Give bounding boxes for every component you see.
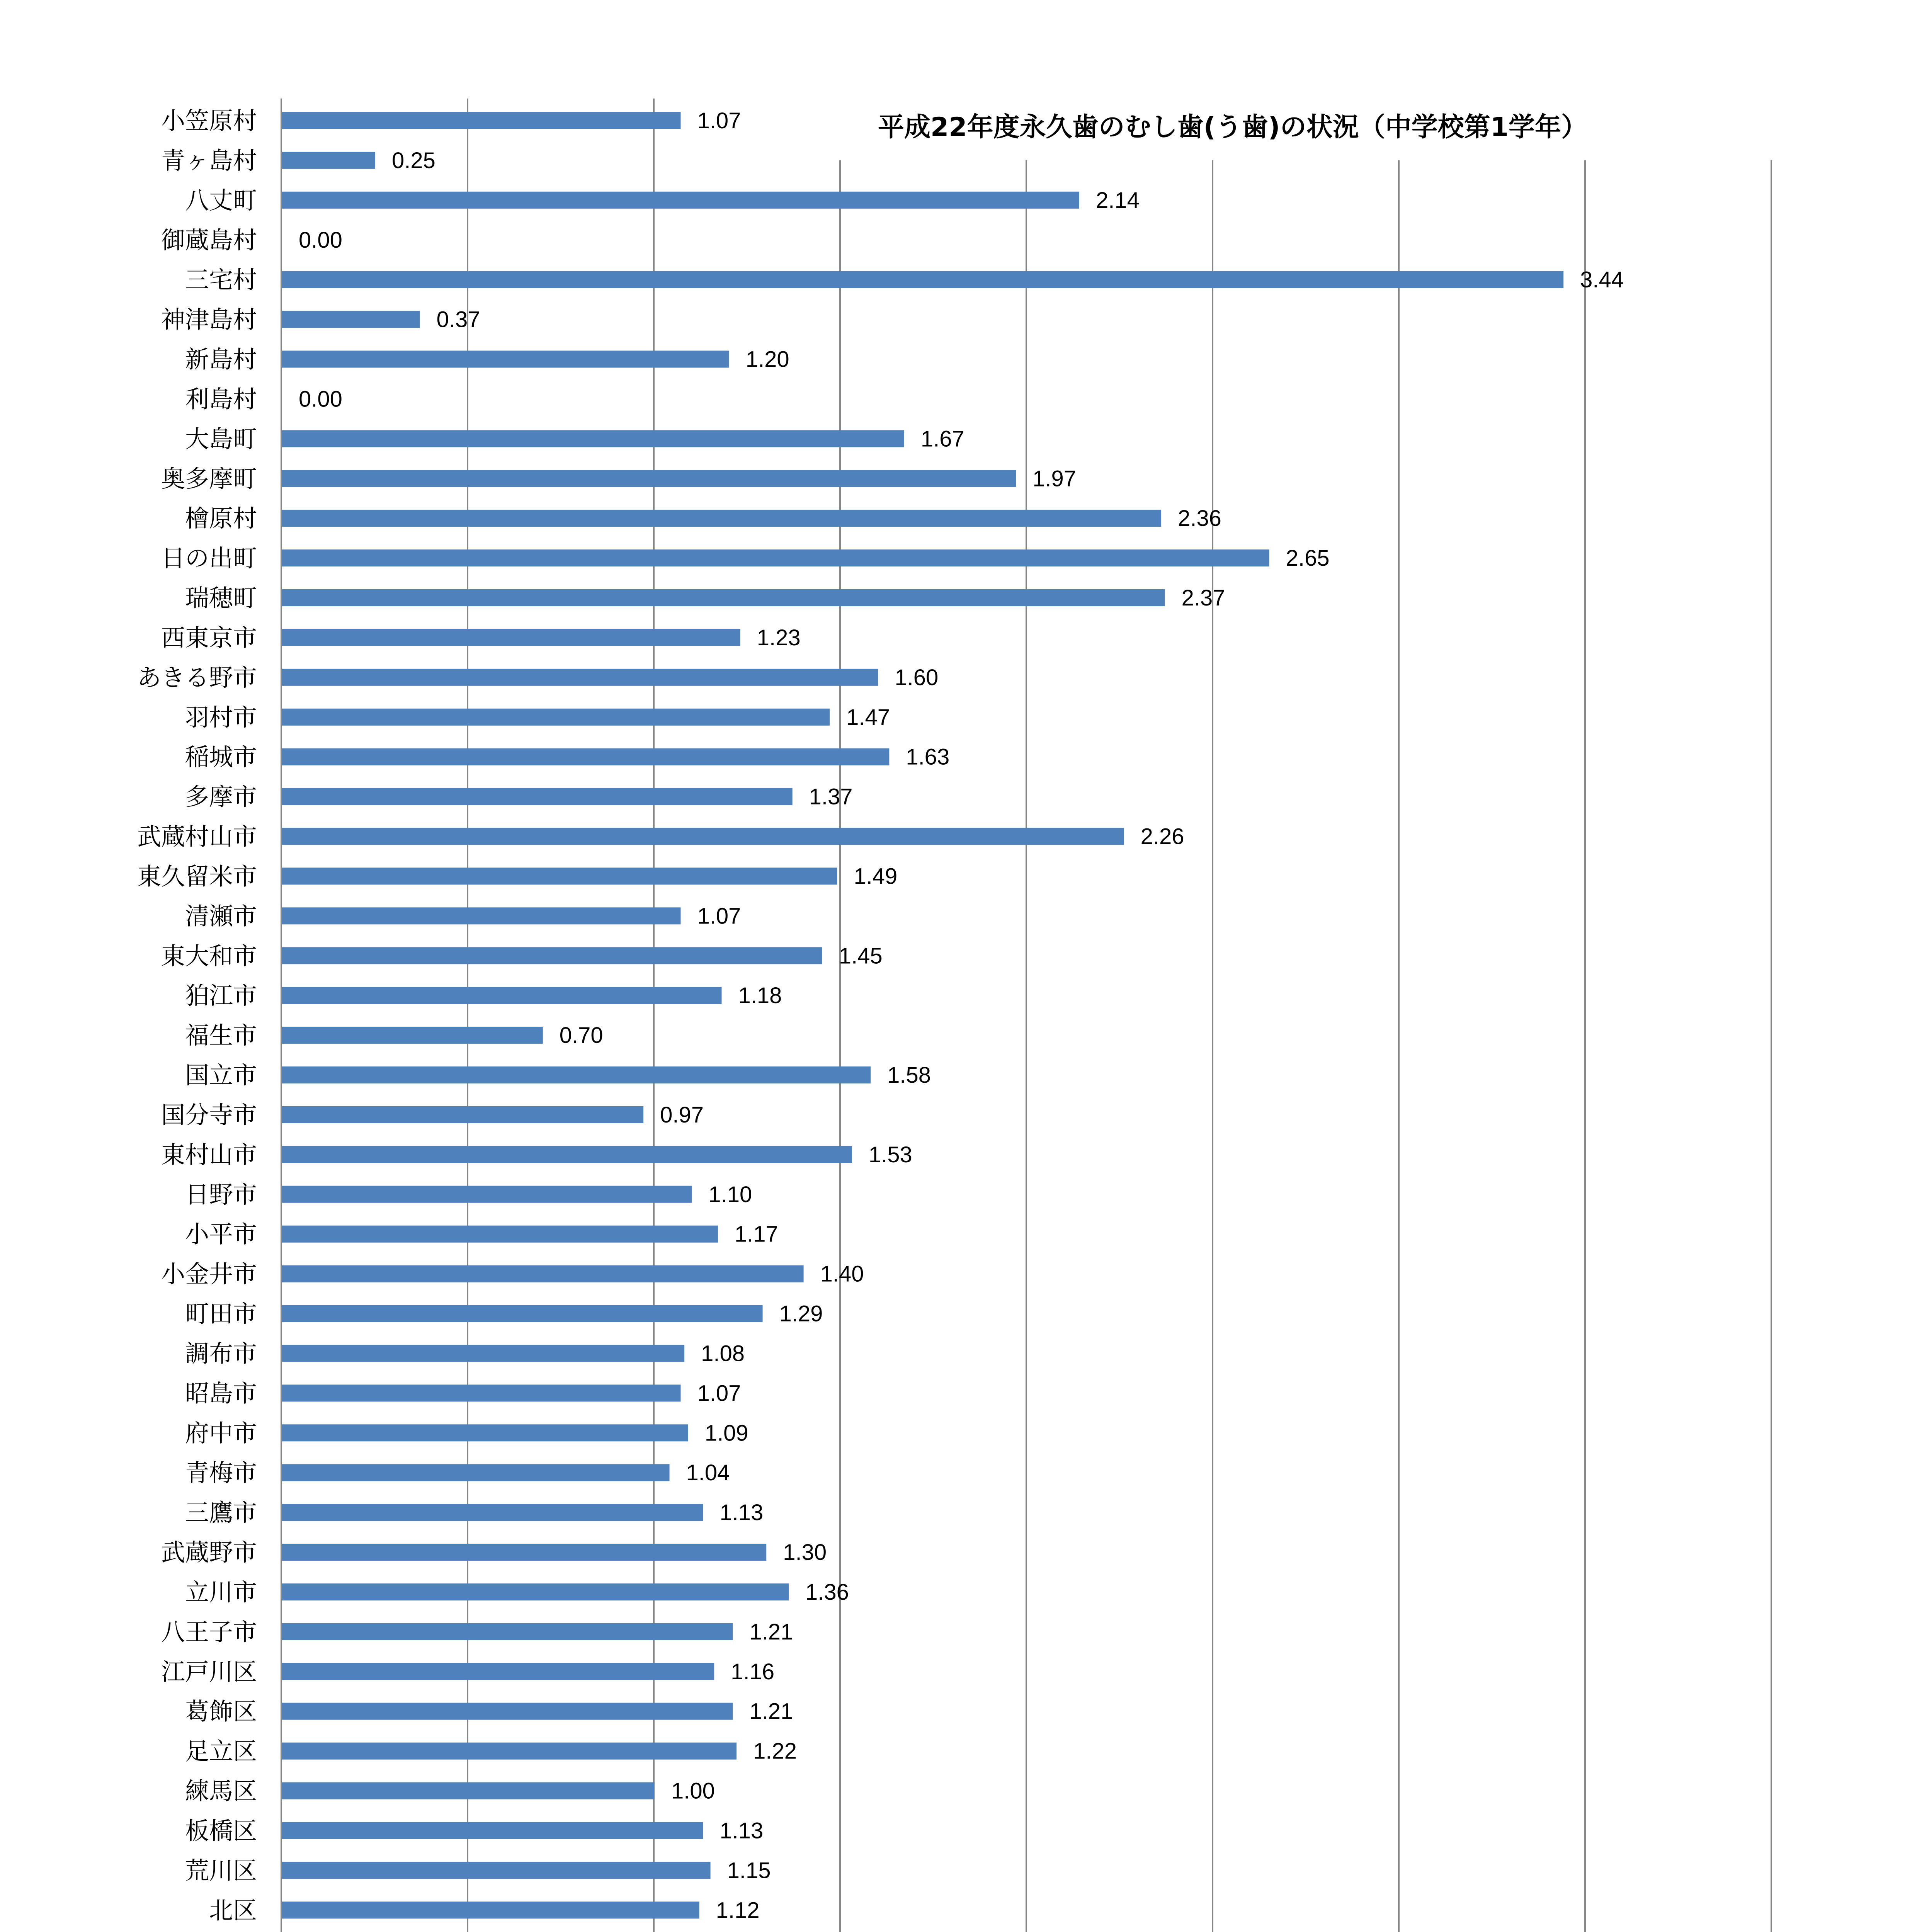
bar	[282, 1743, 737, 1760]
value-label: 1.00	[671, 1778, 715, 1804]
value-label: 0.25	[392, 148, 435, 173]
value-label: 1.58	[887, 1063, 931, 1088]
bar	[282, 1544, 766, 1561]
category-label: 町田市	[185, 1299, 257, 1328]
bar	[282, 430, 904, 447]
bar	[282, 311, 420, 328]
value-label: 1.49	[854, 864, 898, 889]
value-label: 1.18	[738, 983, 782, 1009]
value-label: 1.10	[708, 1182, 752, 1207]
value-label: 1.16	[731, 1659, 775, 1684]
category-label: 八丈町	[185, 186, 257, 214]
bar	[282, 1226, 718, 1243]
category-label: 足立区	[185, 1737, 257, 1765]
value-label: 1.40	[820, 1261, 864, 1287]
category-label: 大島町	[185, 425, 257, 453]
category-label: 奥多摩町	[161, 464, 257, 493]
bar	[282, 510, 1161, 527]
bar	[282, 828, 1124, 845]
bar	[282, 947, 822, 964]
category-label: 国立市	[185, 1061, 257, 1090]
category-label: 昭島市	[185, 1379, 257, 1408]
category-label: 日野市	[185, 1180, 257, 1209]
bar	[282, 788, 793, 805]
bar	[282, 1146, 852, 1163]
value-label: 2.26	[1140, 824, 1184, 849]
value-label: 0.97	[660, 1102, 704, 1128]
bar	[282, 1504, 703, 1521]
category-label: 多摩市	[185, 782, 257, 811]
bar	[282, 1186, 692, 1203]
value-label: 1.13	[720, 1500, 764, 1526]
bar	[282, 907, 680, 924]
category-label: 利島村	[185, 385, 257, 413]
bar	[282, 1106, 643, 1123]
value-label: 2.14	[1095, 187, 1140, 213]
category-label: 東大和市	[161, 942, 257, 970]
bar	[282, 1862, 711, 1879]
value-label: 1.04	[686, 1460, 730, 1486]
value-label: 2.36	[1178, 506, 1221, 531]
value-label: 0.70	[559, 1023, 603, 1048]
value-label: 1.09	[704, 1420, 748, 1446]
category-label: 江戸川区	[161, 1657, 257, 1686]
category-label: 北区	[209, 1896, 257, 1925]
value-label: 0.00	[299, 227, 342, 253]
category-label: 羽村市	[185, 703, 257, 731]
bar	[282, 1424, 688, 1441]
category-label: 小平市	[185, 1220, 257, 1248]
bar	[282, 669, 878, 686]
category-label: 葛飾区	[185, 1697, 257, 1726]
category-label: あきる野市	[137, 663, 257, 692]
value-label: 1.22	[753, 1738, 797, 1764]
category-label: 八王子市	[161, 1617, 257, 1646]
value-label: 0.37	[436, 307, 480, 332]
value-label: 1.15	[727, 1858, 771, 1883]
value-label: 1.97	[1032, 466, 1076, 492]
bar	[282, 867, 837, 884]
category-label: 武蔵村山市	[137, 822, 257, 851]
value-label: 1.12	[716, 1898, 760, 1923]
bar	[282, 1623, 733, 1640]
bar	[282, 1066, 871, 1083]
category-label: 府中市	[185, 1419, 257, 1447]
value-label: 1.20	[745, 347, 789, 372]
category-label: 新島村	[185, 345, 257, 374]
value-label: 2.65	[1286, 546, 1330, 571]
bar	[282, 152, 375, 169]
category-label: 青ヶ島村	[161, 146, 257, 175]
value-label: 2.37	[1181, 585, 1225, 611]
bar	[282, 1583, 789, 1600]
bar	[282, 271, 1563, 288]
category-label: 武蔵野市	[161, 1538, 257, 1567]
category-label: 西東京市	[161, 623, 257, 652]
value-label: 1.08	[701, 1341, 745, 1366]
bar	[282, 470, 1016, 487]
value-label: 1.60	[895, 665, 939, 690]
value-label: 1.30	[783, 1540, 827, 1565]
category-label: 東村山市	[161, 1140, 257, 1169]
category-label: 神津島村	[161, 305, 257, 334]
bar	[282, 1901, 699, 1918]
bar	[282, 1782, 655, 1799]
category-label: 国分寺市	[161, 1100, 257, 1129]
value-label: 1.21	[749, 1699, 793, 1724]
bar	[282, 1703, 733, 1720]
category-label: 日の出町	[161, 544, 257, 573]
bar	[282, 987, 722, 1004]
bar	[282, 629, 740, 646]
value-label: 1.17	[734, 1221, 778, 1247]
category-label: 小笠原村	[161, 107, 257, 135]
bar	[282, 112, 680, 129]
category-label: 荒川区	[185, 1856, 257, 1885]
category-label: 小金井市	[161, 1260, 257, 1288]
category-label: 練馬区	[185, 1777, 257, 1805]
bar	[282, 1663, 714, 1680]
value-label: 1.07	[697, 1381, 741, 1406]
value-label: 1.36	[805, 1579, 849, 1605]
category-label: 清瀬市	[185, 902, 257, 930]
value-label: 1.07	[697, 108, 741, 133]
category-label: 東久留米市	[137, 862, 257, 891]
bar	[282, 709, 830, 726]
value-label: 1.37	[809, 784, 853, 810]
value-label: 1.67	[920, 426, 964, 452]
category-label: 三宅村	[185, 265, 257, 294]
category-label: 稲城市	[185, 743, 257, 771]
value-label: 1.29	[779, 1301, 823, 1327]
value-label: 0.00	[299, 386, 342, 412]
value-label: 1.45	[839, 943, 883, 969]
category-label: 三鷹市	[185, 1498, 257, 1527]
bar	[282, 549, 1269, 566]
value-label: 1.47	[846, 704, 890, 730]
value-label: 1.07	[697, 903, 741, 929]
bar	[282, 351, 729, 368]
bar	[282, 1464, 670, 1481]
bar	[282, 748, 889, 765]
bar	[282, 1822, 703, 1839]
value-label: 1.63	[906, 744, 950, 770]
category-label: 檜原村	[185, 504, 257, 533]
bar	[282, 192, 1079, 209]
category-label: 瑞穂町	[185, 584, 257, 612]
value-label: 1.13	[720, 1818, 764, 1844]
category-label: 福生市	[185, 1021, 257, 1050]
category-label: 狛江市	[185, 981, 257, 1010]
bar	[282, 1305, 763, 1322]
category-label: 調布市	[185, 1339, 257, 1368]
value-label: 1.23	[757, 625, 801, 650]
value-label: 3.44	[1580, 267, 1624, 293]
bar	[282, 1265, 804, 1282]
category-label: 立川市	[185, 1578, 257, 1606]
bar	[282, 589, 1165, 606]
bar	[282, 1384, 680, 1401]
chart-title: 平成22年度永久歯のむし歯(う歯)の状況（中学校第1学年）	[878, 112, 1588, 143]
category-label: 青梅市	[185, 1459, 257, 1487]
value-label: 1.53	[868, 1142, 912, 1167]
bar	[282, 1027, 543, 1044]
category-label: 御蔵島村	[161, 226, 257, 254]
category-label: 板橋区	[185, 1816, 257, 1845]
value-label: 1.21	[749, 1619, 793, 1645]
bar	[282, 1345, 684, 1362]
